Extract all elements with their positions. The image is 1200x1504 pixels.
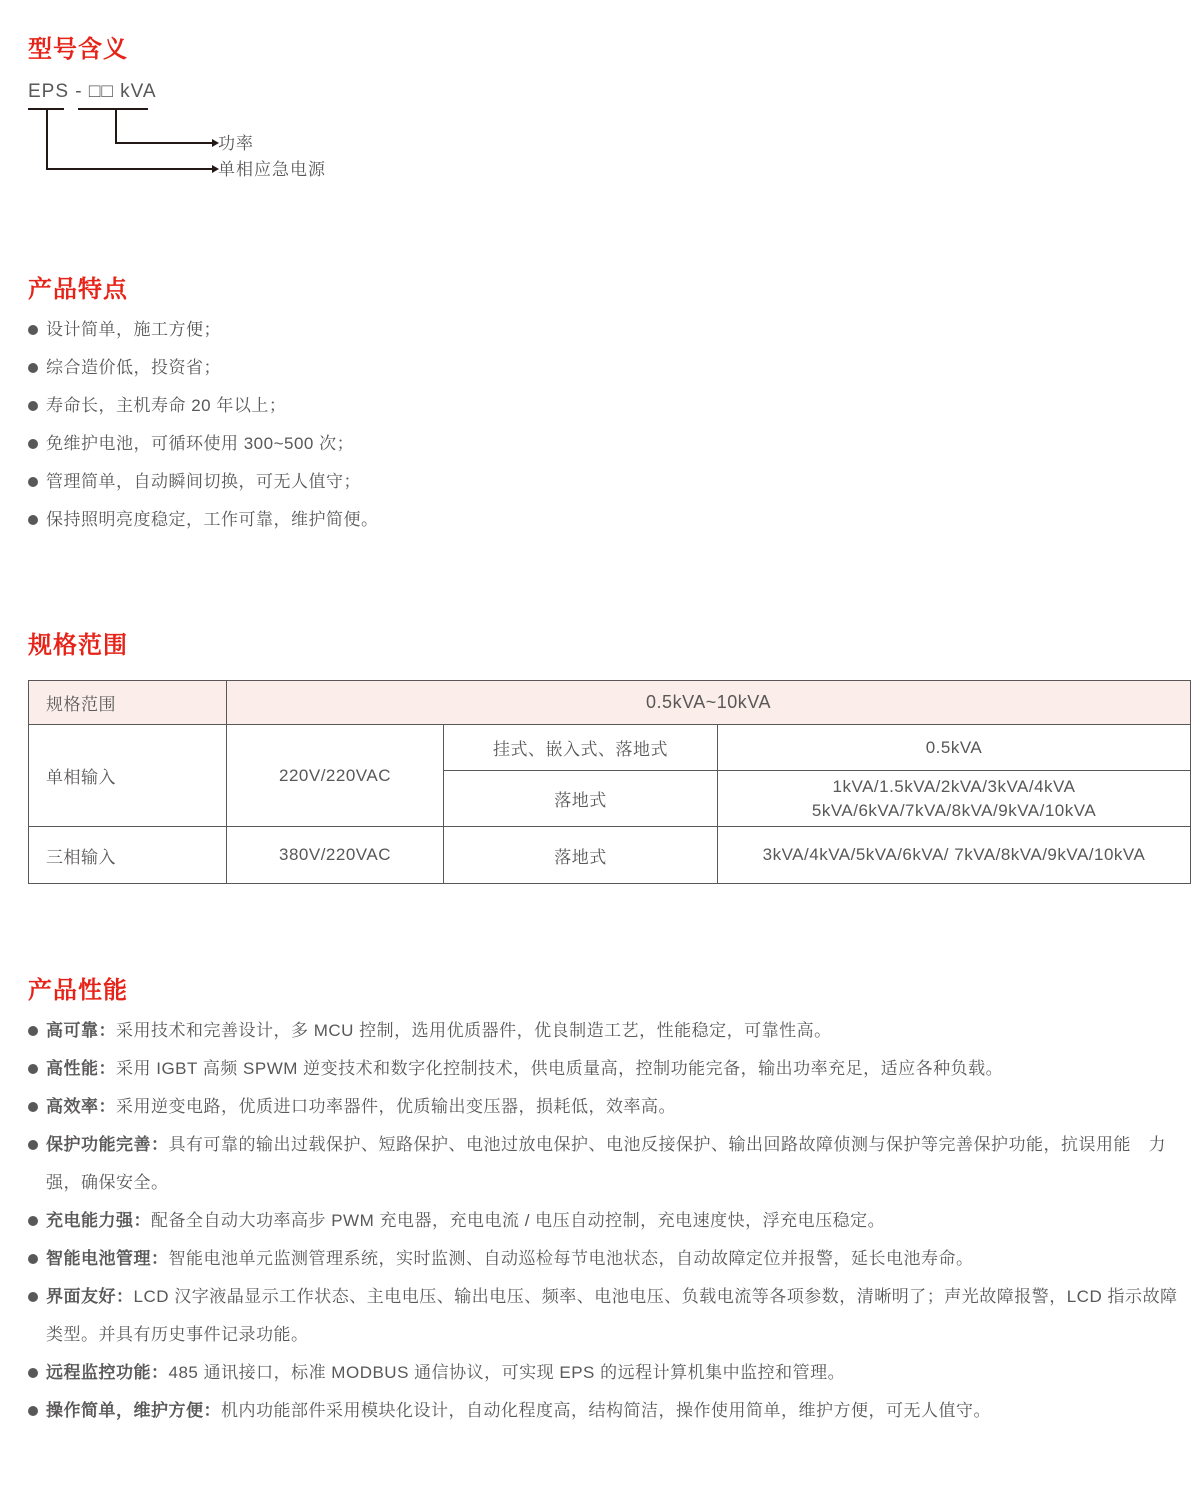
spec-header-value: 0.5kVA~10kVA [227, 681, 1191, 725]
performance-item [28, 1012, 1180, 1050]
performance-text [46, 1126, 1180, 1202]
bullet-dot-icon [28, 1406, 38, 1416]
performance-text [46, 1088, 1180, 1126]
performance-text [46, 1202, 1180, 1240]
spec-table [28, 680, 1191, 884]
performance-item [28, 1278, 1180, 1354]
label-single-phase-eps: 单相应急电源 [218, 160, 326, 179]
performance-item [28, 1354, 1180, 1392]
performance-body: 采用 IGBT 高频 SPWM 逆变技术和数字化控制技术，供电质量高，控制功能完备，输出功率充足，适应各种负载。 [116, 1059, 1004, 1078]
feature-text: 免维护电池，可循环使用 300~500 次； [46, 434, 355, 453]
performance-body: 具有可靠的输出过载保护、短路保护、电池过放电保护、电池反接保护、输出回路故障侦测与保护等完善保护功能，抗误用能 力强，确保安全。 [46, 1135, 1166, 1192]
bullet-dot-icon [28, 1254, 38, 1264]
performance-text [46, 1278, 1180, 1354]
performance-lead: 充电能力强： [46, 1211, 151, 1230]
capacity-cell: 0.5kVA [718, 725, 1191, 771]
performance-body: 智能电池单元监测管理系统，实时监测、自动巡检每节电池状态，自动故障定位并报警，延长电池寿命。 [168, 1249, 974, 1268]
performance-item [28, 1392, 1180, 1430]
bullet-dot-icon [28, 1292, 38, 1302]
input-type-cell: 三相输入 [29, 827, 227, 884]
performance-item [28, 1050, 1180, 1088]
performance-item [28, 1240, 1180, 1278]
section-title-features: 产品特点 [28, 276, 128, 303]
section-title-performance: 产品性能 [28, 977, 128, 1004]
performance-text [46, 1012, 1180, 1050]
bullet-dot-icon [28, 1140, 38, 1150]
bullet-dot-icon [28, 401, 38, 411]
performance-body: 采用逆变电路，优质进口功率器件，优质输出变压器，损耗低，效率高。 [116, 1097, 676, 1116]
feature-item [28, 425, 1183, 463]
capacity-cell [718, 771, 1191, 827]
performance-text [46, 1354, 1180, 1392]
performance-item [28, 1126, 1180, 1202]
mount-type-cell: 挂式、嵌入式、落地式 [444, 725, 718, 771]
feature-item [28, 311, 1183, 349]
bullet-dot-icon [28, 1216, 38, 1226]
leader-line-eps-vertical [46, 108, 48, 170]
section-title-spec-range: 规格范围 [28, 632, 128, 659]
leader-line-eps-horizontal [46, 168, 212, 170]
bullet-dot-icon [28, 515, 38, 525]
bullet-dot-icon [28, 1026, 38, 1036]
performance-list [28, 1012, 1180, 1430]
capacity-cell: 3kVA/4kVA/5kVA/6kVA/ 7kVA/8kVA/9kVA/10kVA [718, 827, 1191, 884]
capacity-line: 5kVA/6kVA/7kVA/8kVA/9kVA/10kVA [811, 800, 1097, 820]
table-row [29, 827, 1191, 884]
bullet-dot-icon [28, 439, 38, 449]
mount-type-cell: 落地式 [444, 771, 718, 827]
performance-lead: 操作简单，维护方便： [46, 1401, 221, 1420]
table-row [29, 725, 1191, 771]
spec-header-label: 规格范围 [29, 681, 227, 725]
performance-lead: 界面友好： [46, 1287, 134, 1306]
performance-body: 机内功能部件采用模块化设计，自动化程度高，结构简洁，操作使用简单，维护方便，可无人值守。 [221, 1401, 991, 1420]
mount-type-cell: 落地式 [444, 827, 718, 884]
bullet-dot-icon [28, 363, 38, 373]
feature-item [28, 501, 1183, 539]
label-power: 功率 [218, 134, 254, 153]
spec-table-header-row [29, 681, 1191, 725]
leader-line-power-horizontal [115, 142, 212, 144]
feature-text: 保持照明亮度稳定，工作可靠，维护简便。 [46, 510, 379, 529]
bullet-dot-icon [28, 1102, 38, 1112]
bullet-dot-icon [28, 325, 38, 335]
underline-power-segment [78, 108, 148, 110]
feature-text: 设计简单，施工方便； [46, 320, 221, 339]
features-list [28, 311, 1183, 539]
performance-text [46, 1050, 1180, 1088]
feature-text: 寿命长，主机寿命 20 年以上； [46, 396, 287, 415]
performance-text [46, 1240, 1180, 1278]
feature-item [28, 349, 1183, 387]
bullet-dot-icon [28, 1368, 38, 1378]
performance-body: LCD 汉字液晶显示工作状态、主电电压、输出电压、频率、电池电压、负载电流等各项参数，清晰明了；声光故障报警，LCD 指示故障类型。并具有历史事件记录功能。 [46, 1287, 1178, 1344]
feature-item [28, 387, 1183, 425]
feature-text: 综合造价低，投资省； [46, 358, 221, 377]
performance-lead: 高可靠： [46, 1021, 116, 1040]
input-type-cell: 单相输入 [29, 725, 227, 827]
performance-lead: 远程监控功能： [46, 1363, 169, 1382]
bullet-dot-icon [28, 477, 38, 487]
section-title-model-meaning: 型号含义 [28, 36, 128, 63]
feature-item [28, 463, 1183, 501]
bullet-dot-icon [28, 1064, 38, 1074]
model-code-text: EPS - □□ kVA [28, 81, 157, 102]
performance-item [28, 1202, 1180, 1240]
performance-lead: 保护功能完善： [46, 1135, 169, 1154]
performance-lead: 高效率： [46, 1097, 116, 1116]
model-code-diagram [28, 80, 488, 190]
voltage-cell: 220V/220VAC [227, 725, 444, 827]
performance-body: 配备全自动大功率高步 PWM 充电器，充电电流 / 电压自动控制，充电速度快，浮充电压稳定。 [151, 1211, 886, 1230]
performance-body: 485 通讯接口，标准 MODBUS 通信协议，可实现 EPS 的远程计算机集中监控和管理。 [168, 1363, 846, 1382]
performance-text [46, 1392, 1180, 1430]
performance-item [28, 1088, 1180, 1126]
voltage-cell: 380V/220VAC [227, 827, 444, 884]
capacity-line: 1kVA/1.5kVA/2kVA/3kVA/4kVA [832, 776, 1076, 796]
performance-lead: 高性能： [46, 1059, 116, 1078]
performance-lead: 智能电池管理： [46, 1249, 169, 1268]
performance-body: 采用技术和完善设计，多 MCU 控制，选用优质器件，优良制造工艺，性能稳定，可靠性高。 [116, 1021, 832, 1040]
leader-line-power-vertical [115, 108, 117, 144]
feature-text: 管理简单，自动瞬间切换，可无人值守； [46, 472, 361, 491]
